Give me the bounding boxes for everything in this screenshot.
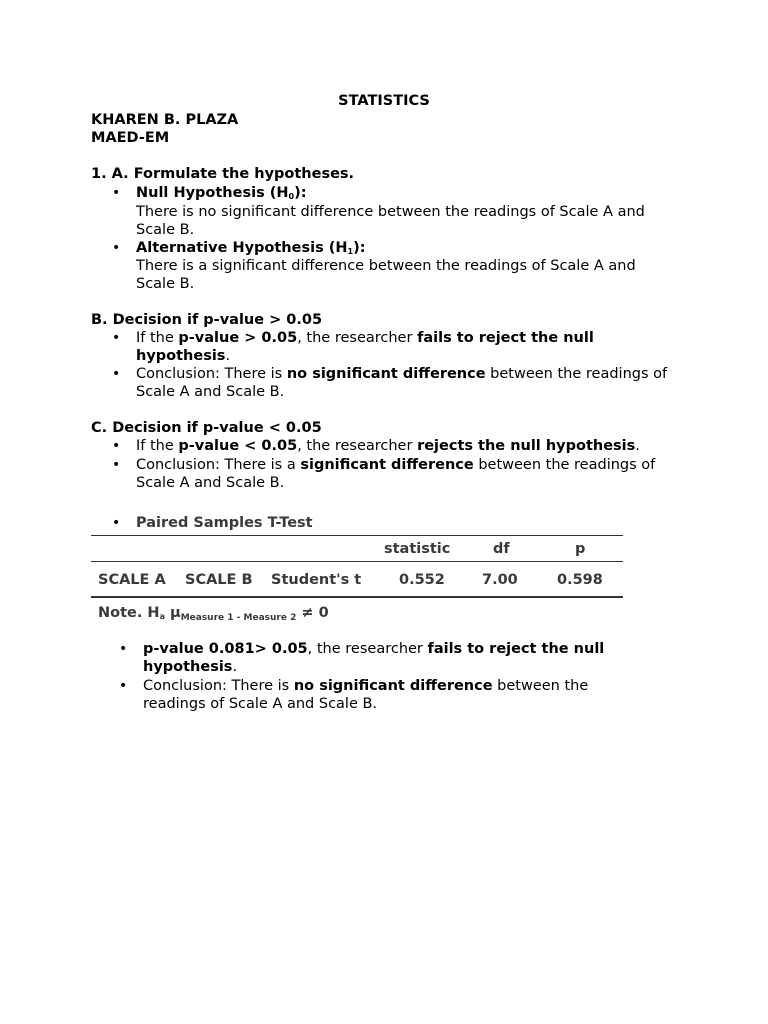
alternative-hypothesis-label: Alternative Hypothesis $(H_1)$:: [136, 240, 366, 256]
cell-p: 0.598: [557, 572, 603, 588]
bullet-icon: •: [112, 185, 121, 201]
bullet-icon: •: [119, 678, 128, 694]
section-c-heading: C. Decision if p-value < 0.05: [91, 420, 322, 436]
table-note: Note. $H_a$ $\mu_{Measure 1 - Measure 2} \ne 0$: [98, 605, 329, 623]
result-conclusion: Conclusion: There is no significant difference between the readings of Scale A and Scale B.: [143, 678, 589, 712]
section-b-heading: B. Decision if p-value > 0.05: [91, 312, 323, 328]
bullet-icon: •: [112, 457, 121, 473]
alternative-hypothesis-text: There is a significant difference between the readings of Scale A and Scale B.: [136, 258, 636, 292]
result-decision: p-value 0.081> 0.05, the researcher fails to reject the null hypothesis.: [143, 641, 605, 675]
column-header-df: df: [493, 541, 510, 557]
program-name: MAED-EM: [91, 130, 170, 146]
column-header-p: p: [575, 541, 586, 557]
cell-statistic: 0.552: [399, 572, 445, 588]
null-hypothesis-text: There is no significant difference between the readings of Scale A and Scale B.: [136, 204, 645, 238]
bullet-icon: •: [112, 330, 121, 346]
author-name: KHAREN B. PLAZA: [91, 112, 239, 128]
section-c-decision: If the p-value < 0.05, the researcher rejects the null hypothesis.: [136, 438, 640, 454]
column-header-statistic: statistic: [384, 541, 451, 557]
section-a-heading: 1. A. Formulate the hypotheses.: [91, 166, 355, 182]
cell-var2: SCALE B: [185, 572, 253, 588]
cell-df: 7.00: [482, 572, 518, 588]
table-header-rule: [91, 561, 623, 562]
table-top-rule: [91, 535, 623, 536]
ttest-label: Paired Samples T-Test: [136, 515, 313, 531]
cell-var1: SCALE A: [98, 572, 166, 588]
section-c-conclusion: Conclusion: There is a significant difference between the readings of Scale A and Scale B.: [136, 457, 656, 491]
table-bottom-rule: [91, 596, 623, 598]
cell-test: Student's t: [271, 572, 362, 588]
bullet-icon: •: [112, 438, 121, 454]
bullet-icon: •: [112, 240, 121, 256]
null-hypothesis-label: Null Hypothesis $(H_0)$:: [136, 185, 307, 201]
bullet-icon: •: [119, 641, 128, 657]
section-b-conclusion: Conclusion: There is no significant difference between the readings of Scale A and Scale B.: [136, 366, 668, 400]
bullet-icon: •: [112, 366, 121, 382]
section-b-decision: If the p-value > 0.05, the researcher fails to reject the null hypothesis.: [136, 330, 594, 364]
bullet-icon: •: [112, 515, 121, 531]
page-title: STATISTICS: [338, 93, 430, 109]
